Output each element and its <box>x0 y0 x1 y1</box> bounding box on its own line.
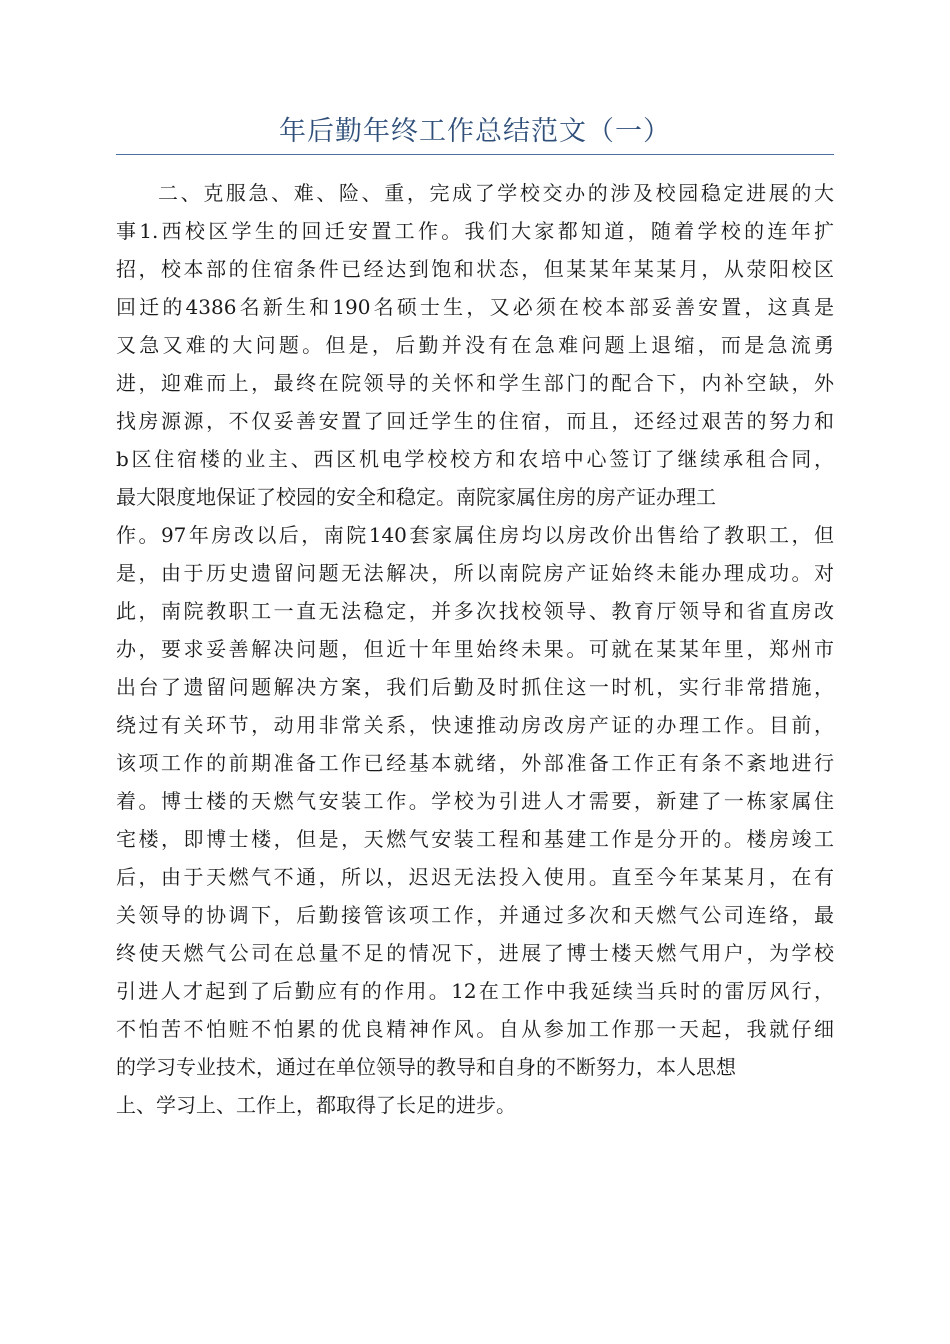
paragraph-line: 出台了遗留问题解决方案，我们后勤及时抓住这一时机，实行非常措施， <box>116 675 834 699</box>
paragraph-line: 关领导的协调下，后勤接管该项工作，并通过多次和天燃气公司连络，最 <box>116 903 834 927</box>
paragraph-line: 事1.西校区学生的回迁安置工作。我们大家都知道，随着学校的连年扩 <box>116 219 834 243</box>
paragraph-line: 宅楼，即博士楼，但是，天燃气安装工程和基建工作是分开的。楼房竣工 <box>116 827 834 851</box>
paragraph-line: 二、克服急、难、险、重，完成了学校交办的涉及校园稳定进展的大 <box>158 181 834 205</box>
paragraph-line: 的学习专业技术，通过在单位领导的教导和自身的不断努力，本人思想 <box>116 1055 736 1079</box>
paragraph-line: 引进人才起到了后勤应有的作用。12在工作中我延续当兵时的雷厉风行， <box>116 979 834 1003</box>
paragraph-line: 此，南院教职工一直无法稳定，并多次找校领导、教育厅领导和省直房改 <box>116 599 834 623</box>
paragraph-line: 后，由于天燃气不通，所以，迟迟无法投入使用。直至今年某某月，在有 <box>116 865 834 889</box>
paragraph-line: 终使天燃气公司在总量不足的情况下，进展了博士楼天燃气用户，为学校 <box>116 941 834 965</box>
paragraph-line: 绕过有关环节，动用非常关系，快速推动房改房产证的办理工作。目前， <box>116 713 834 737</box>
paragraph-line: 又急又难的大问题。但是，后勤并没有在急难问题上退缩，而是急流勇 <box>116 333 834 357</box>
document-title: 年后勤年终工作总结范文（一） <box>279 116 671 147</box>
paragraph-line: 不怕苦不怕赃不怕累的优良精神作风。自从参加工作那一天起，我就仔细 <box>116 1017 834 1041</box>
paragraph-line: 招，校本部的住宿条件已经达到饱和状态，但某某年某某月，从荥阳校区 <box>116 257 834 281</box>
paragraph-line: 着。博士楼的天燃气安装工作。学校为引进人才需要，新建了一栋家属住 <box>116 789 834 813</box>
paragraph-line: 回迁的4386名新生和190名硕士生，又必须在校本部妥善安置，这真是 <box>116 295 834 319</box>
paragraph-line: 找房源源，不仅妥善安置了回迁学生的住宿，而且，还经过艰苦的努力和 <box>116 409 834 433</box>
paragraph-line: 该项工作的前期准备工作已经基本就绪，外部准备工作正有条不紊地进行 <box>116 751 834 775</box>
title-underline <box>116 154 834 155</box>
document-body <box>116 174 834 1124</box>
paragraph-line: 进，迎难而上，最终在院领导的关怀和学生部门的配合下，内补空缺，外 <box>116 371 834 395</box>
paragraph-line: 办，要求妥善解决问题，但近十年里始终未果。可就在某某年里，郑州市 <box>116 637 834 661</box>
paragraph-line: 作。97年房改以后，南院140套家属住房均以房改价出售给了教职工，但 <box>116 523 834 547</box>
paragraph-line: 最大限度地保证了校园的安全和稳定。南院家属住房的房产证办理工 <box>116 485 716 509</box>
paragraph-line: b区住宿楼的业主、西区机电学校校方和农培中心签订了继续承租合同， <box>116 447 834 471</box>
paragraph-line: 上、学习上、工作上，都取得了长足的进步。 <box>116 1093 516 1117</box>
paragraph-line: 是，由于历史遗留问题无法解决，所以南院房产证始终未能办理成功。对 <box>116 561 834 585</box>
